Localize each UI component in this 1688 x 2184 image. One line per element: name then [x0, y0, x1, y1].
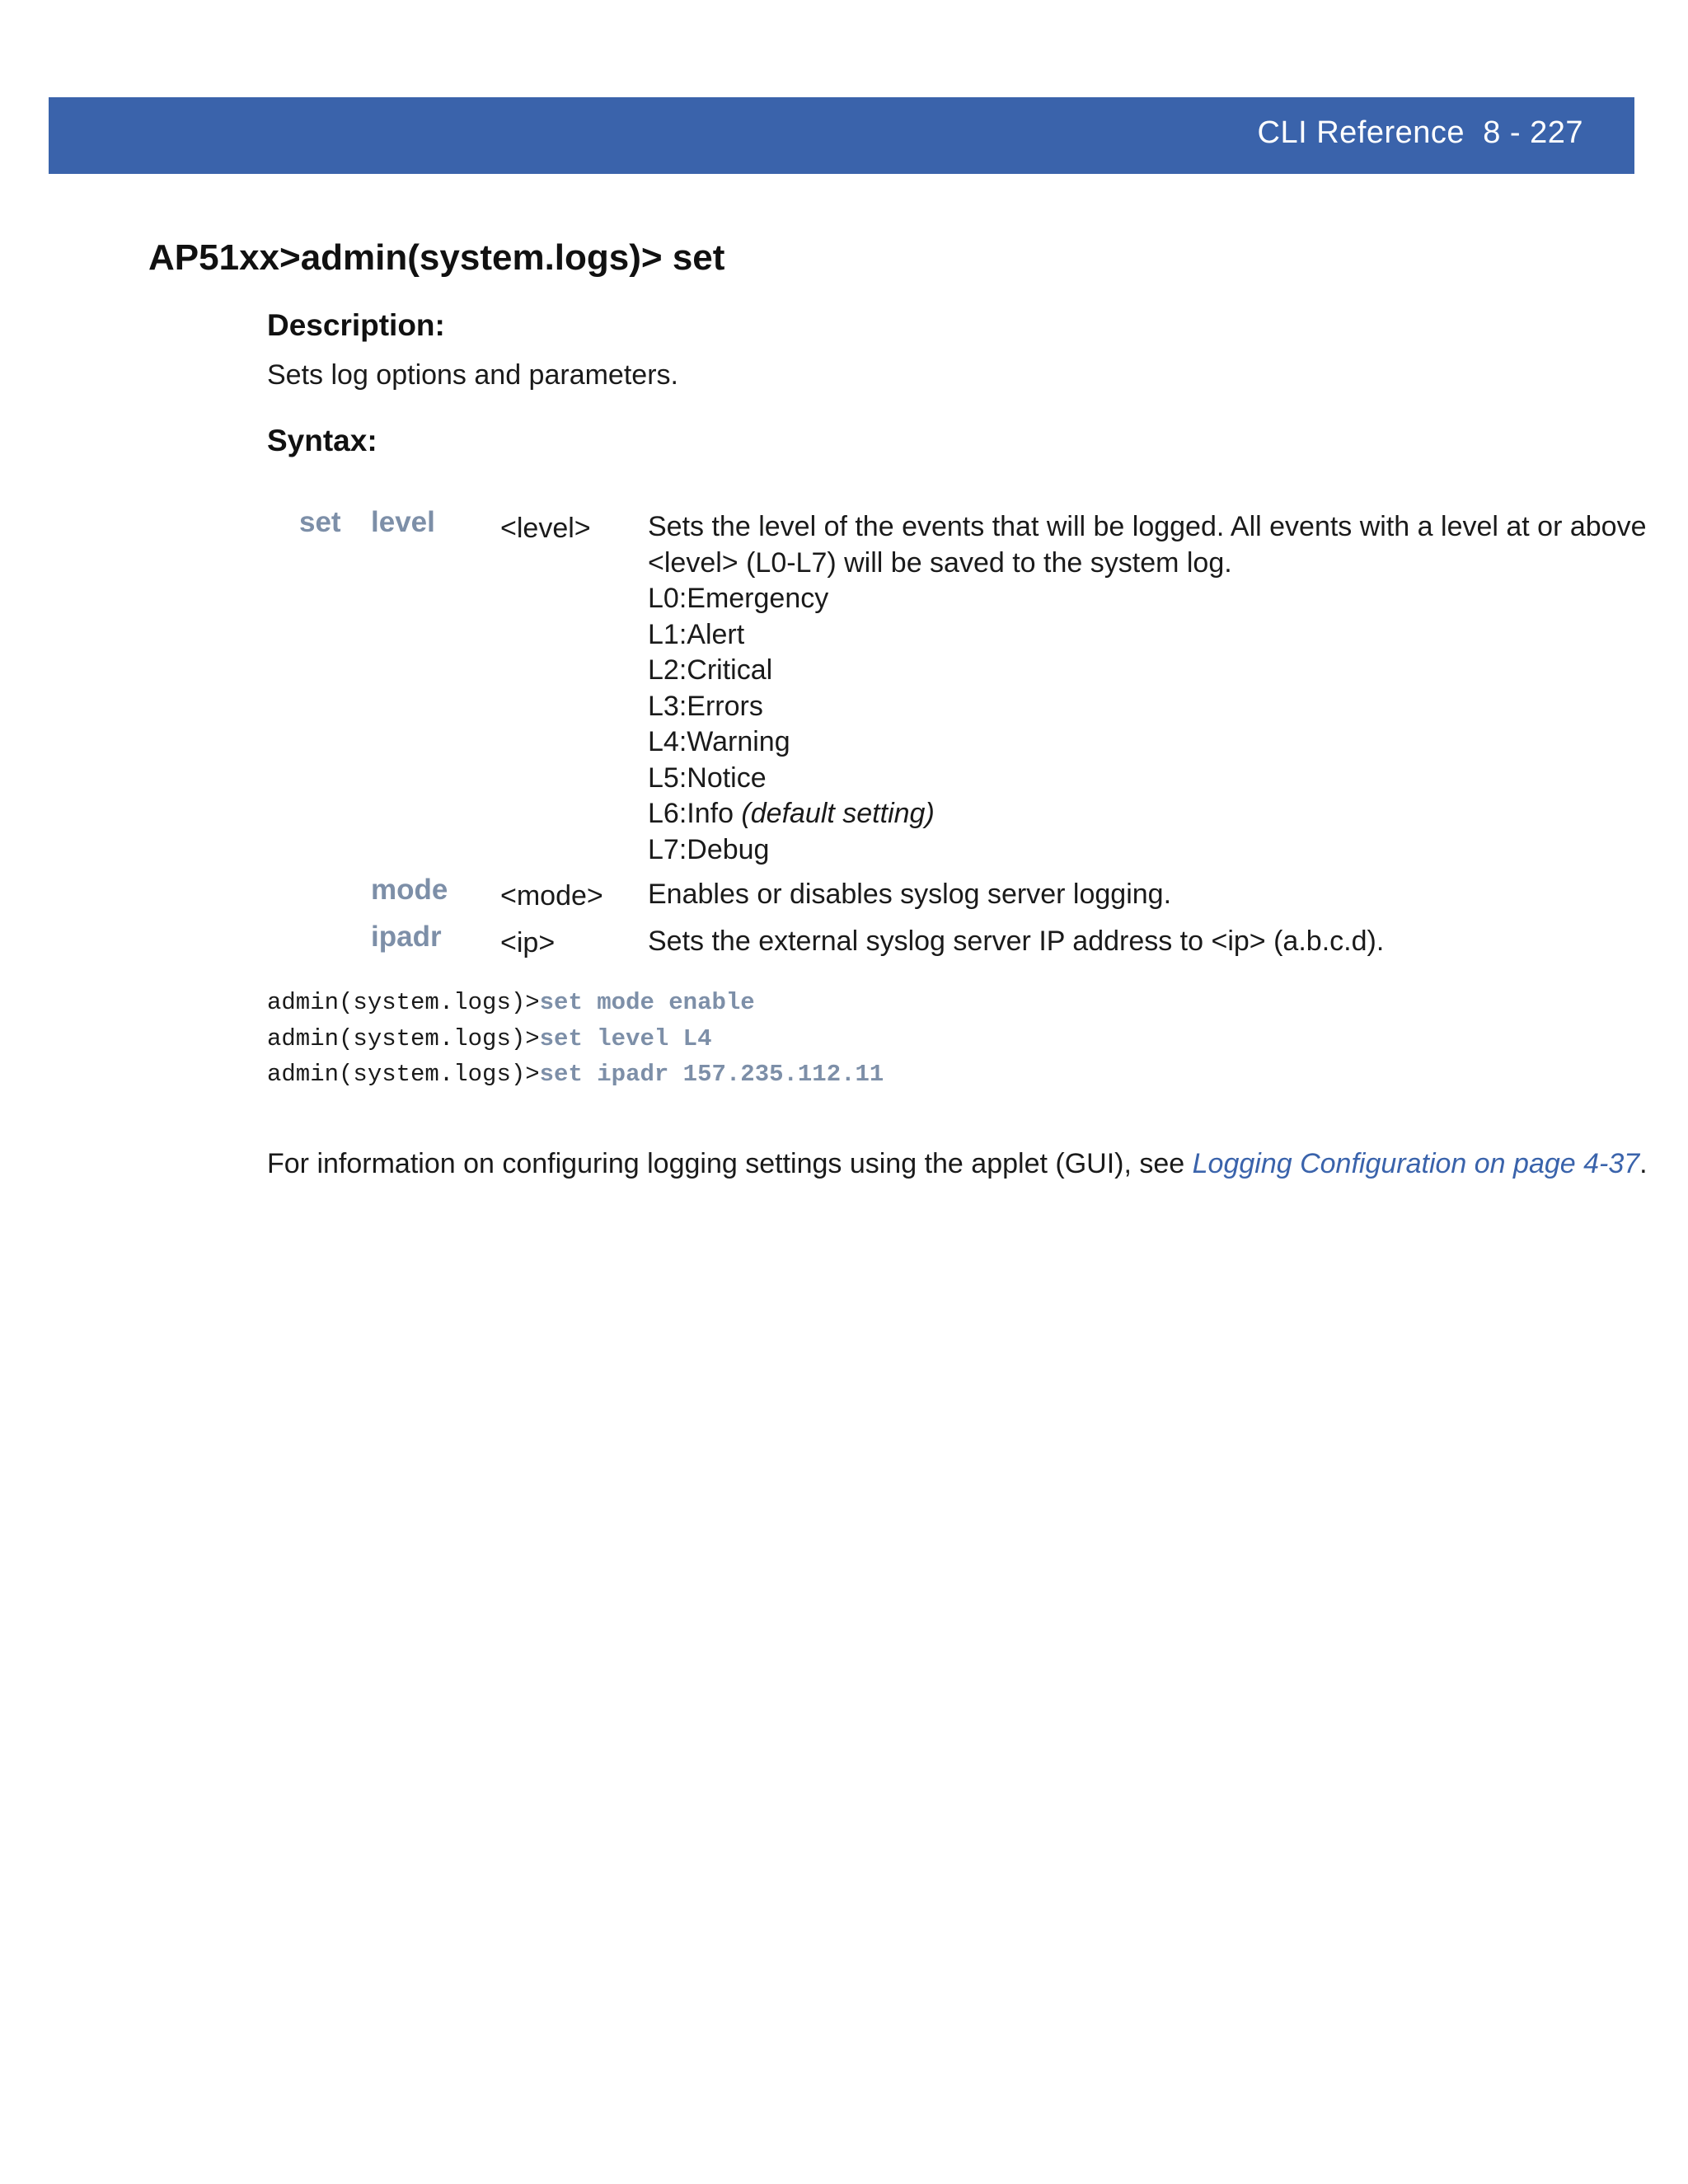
- default-setting-note: (default setting): [741, 798, 935, 829]
- level-l5: L5:Notice: [648, 762, 767, 794]
- example-line: [267, 985, 884, 1021]
- logging-configuration-link[interactable]: Logging Configuration on page 4-37: [1192, 1148, 1640, 1179]
- example-prompt: admin(system.logs)>: [267, 989, 540, 1016]
- desc-level-line: <level> (L0-L7) will be saved to the system log.: [648, 546, 1232, 579]
- level-l6-label: L6:Info: [648, 798, 742, 829]
- example-line: [267, 1021, 884, 1057]
- level-l1: L1:Alert: [648, 618, 745, 650]
- example-command: set mode enable: [539, 989, 755, 1016]
- example-command: set ipadr 157.235.112.11: [539, 1061, 884, 1088]
- page-title: AP51xx>admin(system.logs)> set: [148, 237, 725, 278]
- level-l6: [648, 796, 1596, 832]
- description-heading: Description:: [267, 308, 445, 342]
- footer-paragraph: [267, 1148, 1648, 1180]
- example-code-block: [267, 985, 884, 1093]
- arg-ipadr: <ip>: [500, 927, 556, 958]
- level-l7: L7:Debug: [648, 833, 770, 865]
- example-command: set level L4: [539, 1024, 712, 1052]
- level-l0: L0:Emergency: [648, 583, 829, 614]
- param-ipadr: ipadr: [371, 921, 442, 953]
- level-l2: L2:Critical: [648, 654, 773, 686]
- desc-mode-text: Enables or disables syslog server logging.: [648, 879, 1172, 910]
- desc-level-line: Sets the level of the events that will be logged. All events with a level at or above: [648, 511, 1647, 542]
- description-text: Sets log options and parameters.: [267, 359, 678, 391]
- level-l3: L3:Errors: [648, 690, 763, 722]
- syntax-command: set: [299, 506, 341, 538]
- level-l4: L4:Warning: [648, 726, 790, 757]
- header-page-number: 8 - 227: [1483, 115, 1583, 150]
- desc-mode: [648, 877, 1596, 913]
- param-level: level: [371, 506, 435, 538]
- footer-text: For information on configuring logging settings using the applet (GUI), see: [267, 1148, 1193, 1179]
- example-prompt: admin(system.logs)>: [267, 1024, 540, 1052]
- arg-level: <level>: [500, 513, 591, 544]
- arg-mode: <mode>: [500, 880, 603, 912]
- header-section: CLI Reference: [1257, 115, 1465, 150]
- desc-ipadr-text: Sets the external syslog server IP address to <ip> (a.b.c.d).: [648, 926, 1385, 957]
- footer-end: .: [1639, 1148, 1648, 1179]
- desc-ipadr: [648, 924, 1596, 960]
- syntax-heading: Syntax:: [267, 424, 377, 457]
- example-prompt: admin(system.logs)>: [267, 1061, 540, 1088]
- example-line: [267, 1057, 884, 1093]
- desc-level: [648, 509, 1647, 868]
- page-header-bar: [49, 97, 1634, 174]
- param-mode: mode: [371, 874, 448, 906]
- page-header-text: [1258, 115, 1583, 151]
